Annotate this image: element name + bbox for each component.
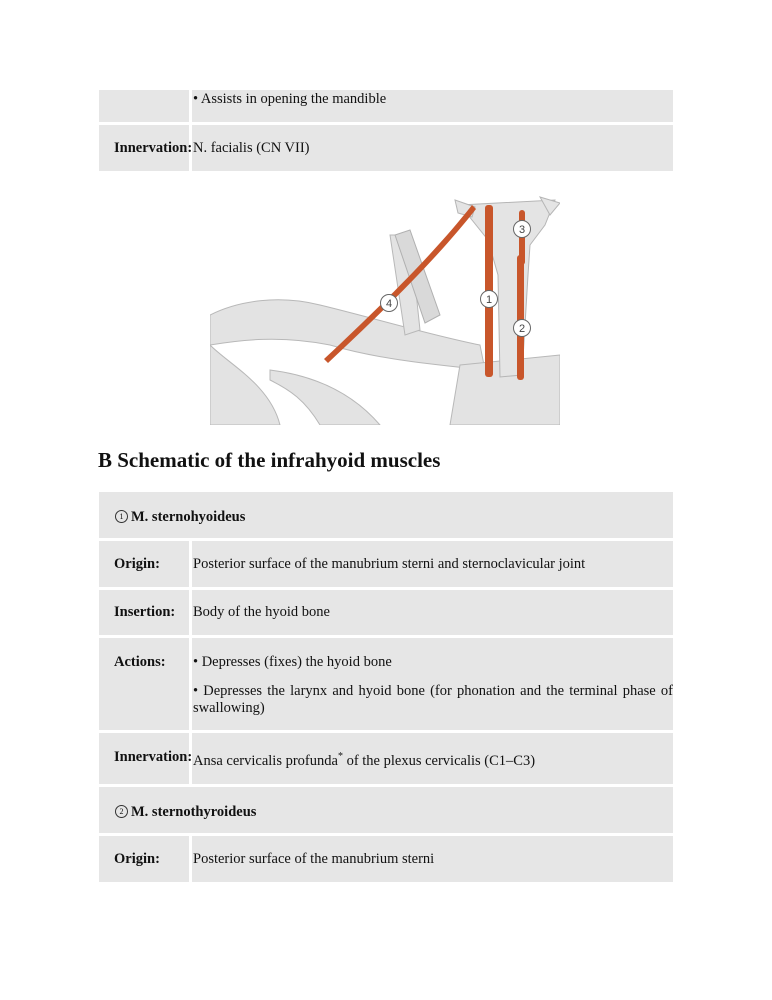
insertion-value: Body of the hyoid bone xyxy=(193,604,330,620)
muscle1-name: M. sternohyoideus xyxy=(131,509,246,525)
muscle1-actions-row xyxy=(99,638,673,730)
action-row xyxy=(99,90,673,122)
origin-value-2: Posterior surface of the manubrium sterni xyxy=(193,850,435,867)
muscle1-insertion-row xyxy=(99,590,673,635)
actions-value xyxy=(192,638,673,730)
label-3: 3 xyxy=(518,224,526,236)
innervation-row xyxy=(99,125,673,171)
section-title: B Schematic of the infrahyoid muscles xyxy=(98,448,441,472)
innervation-label: Innervation: xyxy=(99,125,192,171)
muscle1-origin-row xyxy=(99,541,673,587)
origin-value: Posterior surface of the manubrium sterni and sternoclavicular joint xyxy=(193,555,586,572)
label-4: 4 xyxy=(385,298,393,310)
circled-number-2: 2 xyxy=(115,805,128,818)
muscle1-header xyxy=(99,492,673,538)
actions-label: Actions: xyxy=(99,638,192,730)
label-2: 2 xyxy=(518,323,526,335)
action-item-2: • Depresses the larynx and hyoid bone (for phonation and the terminal phase of swallowing) xyxy=(193,683,673,716)
empty-label xyxy=(99,90,192,122)
innervation-value: N. facialis (CN VII) xyxy=(193,139,310,156)
top-table xyxy=(99,90,673,174)
muscle-table xyxy=(99,492,673,885)
action-item-1: • Depresses (fixes) the hyoid bone xyxy=(193,654,392,670)
label-1: 1 xyxy=(485,294,493,306)
action-bullet: • Assists in opening the mandible xyxy=(193,91,387,107)
circled-number-1: 1 xyxy=(115,510,128,523)
innervation-value-2 xyxy=(192,733,673,784)
footnote-marker: * xyxy=(337,751,343,762)
muscle1-innervation-row xyxy=(99,733,673,784)
origin-label-2: Origin: xyxy=(99,836,192,882)
insertion-label: Insertion: xyxy=(99,590,192,635)
muscle2-name: M. sternothyroideus xyxy=(131,804,257,820)
innervation-pre: Ansa cervicalis profunda xyxy=(193,752,338,769)
muscle2-origin-row xyxy=(99,836,673,882)
origin-label: Origin: xyxy=(99,541,192,587)
infrahyoid-figure xyxy=(210,195,560,425)
innervation-label-2: Innervation: xyxy=(99,733,192,784)
muscle2-header xyxy=(99,787,673,833)
innervation-post: of the plexus cervicalis (C1–C3) xyxy=(342,752,536,769)
